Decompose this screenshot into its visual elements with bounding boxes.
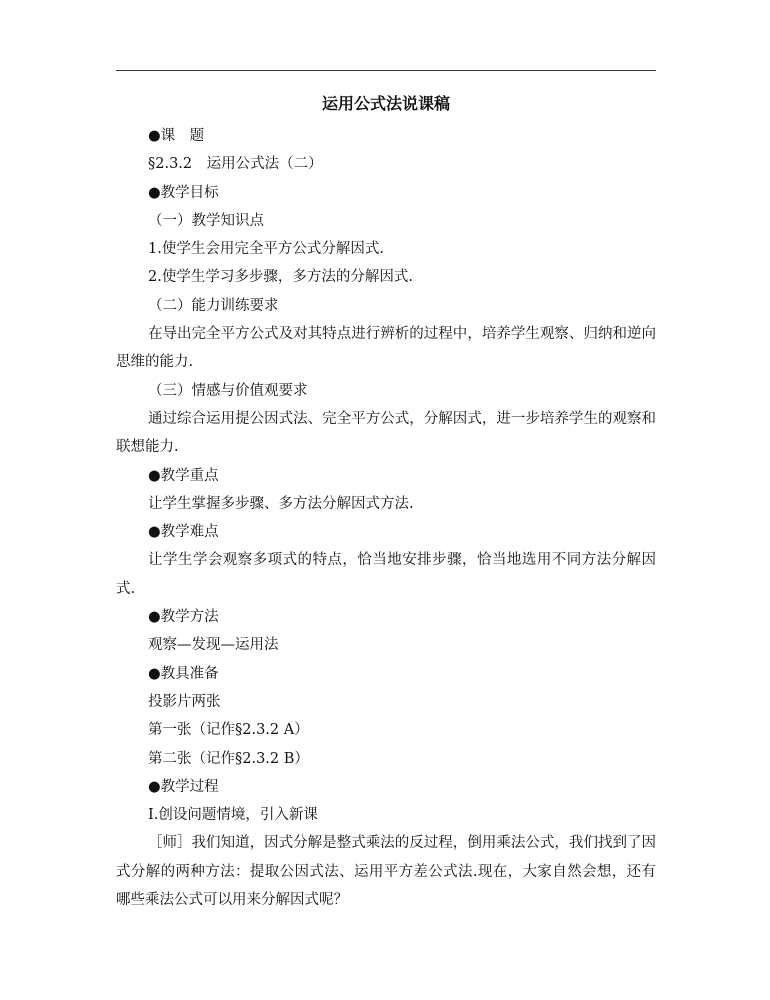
- section-heading-topic: ●课 题: [148, 128, 205, 144]
- materials-line: 投影片两张: [148, 693, 221, 710]
- section-heading-key-points: ●教学重点: [148, 467, 219, 484]
- method-line: 观察—发现—运用法: [148, 637, 279, 654]
- objective-item-2: 2.使学生学习多步骤，多方法的分解因式.: [148, 269, 413, 286]
- document-body: [116, 122, 656, 914]
- subheading-values: （三）情感与价值观要求: [148, 382, 308, 399]
- section-heading-difficulties: ●教学难点: [148, 524, 219, 541]
- subheading-knowledge: （一）教学知识点: [148, 212, 264, 229]
- section-heading-materials: ●教具准备: [148, 665, 219, 682]
- difficulties-paragraph: 让学生学会观察多项式的特点，恰当地安排步骤，恰当地选用不同方法分解因式.: [116, 552, 656, 597]
- process-step-1-heading: Ⅰ.创设问题情境，引入新课: [148, 807, 318, 824]
- subheading-ability: （二）能力训练要求: [148, 297, 279, 314]
- materials-item-b: 第二张（记作§2.3.2 B）: [148, 750, 309, 767]
- values-paragraph: 通过综合运用提公因式法、完全平方公式，分解因式，进一步培养学生的观察和联想能力.: [116, 410, 656, 456]
- section-heading-method: ●教学方法: [148, 609, 219, 626]
- header-rule: [116, 70, 656, 71]
- topic-line: §2.3.2 运用公式法（二）: [148, 156, 323, 173]
- process-paragraph: ［师］我们知道，因式分解是整式乘法的反过程，倒用乘法公式，我们找到了因式分解的两种方法：提取公因式法、运用平方差公式法.现在，大家自然会想，还有哪些乘法公式可以用来分解因式呢？: [116, 835, 656, 909]
- section-heading-objectives: ●教学目标: [148, 184, 219, 201]
- objective-item-1: 1.使学生会用完全平方公式分解因式.: [148, 241, 384, 258]
- materials-item-a: 第一张（记作§2.3.2 A）: [148, 722, 309, 739]
- section-heading-process: ●教学过程: [148, 778, 219, 795]
- document-title: 运用公式法说课稿: [321, 94, 450, 113]
- ability-paragraph: 在导出完全平方公式及对其特点进行辨析的过程中，培养学生观察、归纳和逆向思维的能力.: [116, 326, 656, 371]
- key-points-line: 让学生掌握多步骤、多方法分解因式方法.: [148, 495, 414, 512]
